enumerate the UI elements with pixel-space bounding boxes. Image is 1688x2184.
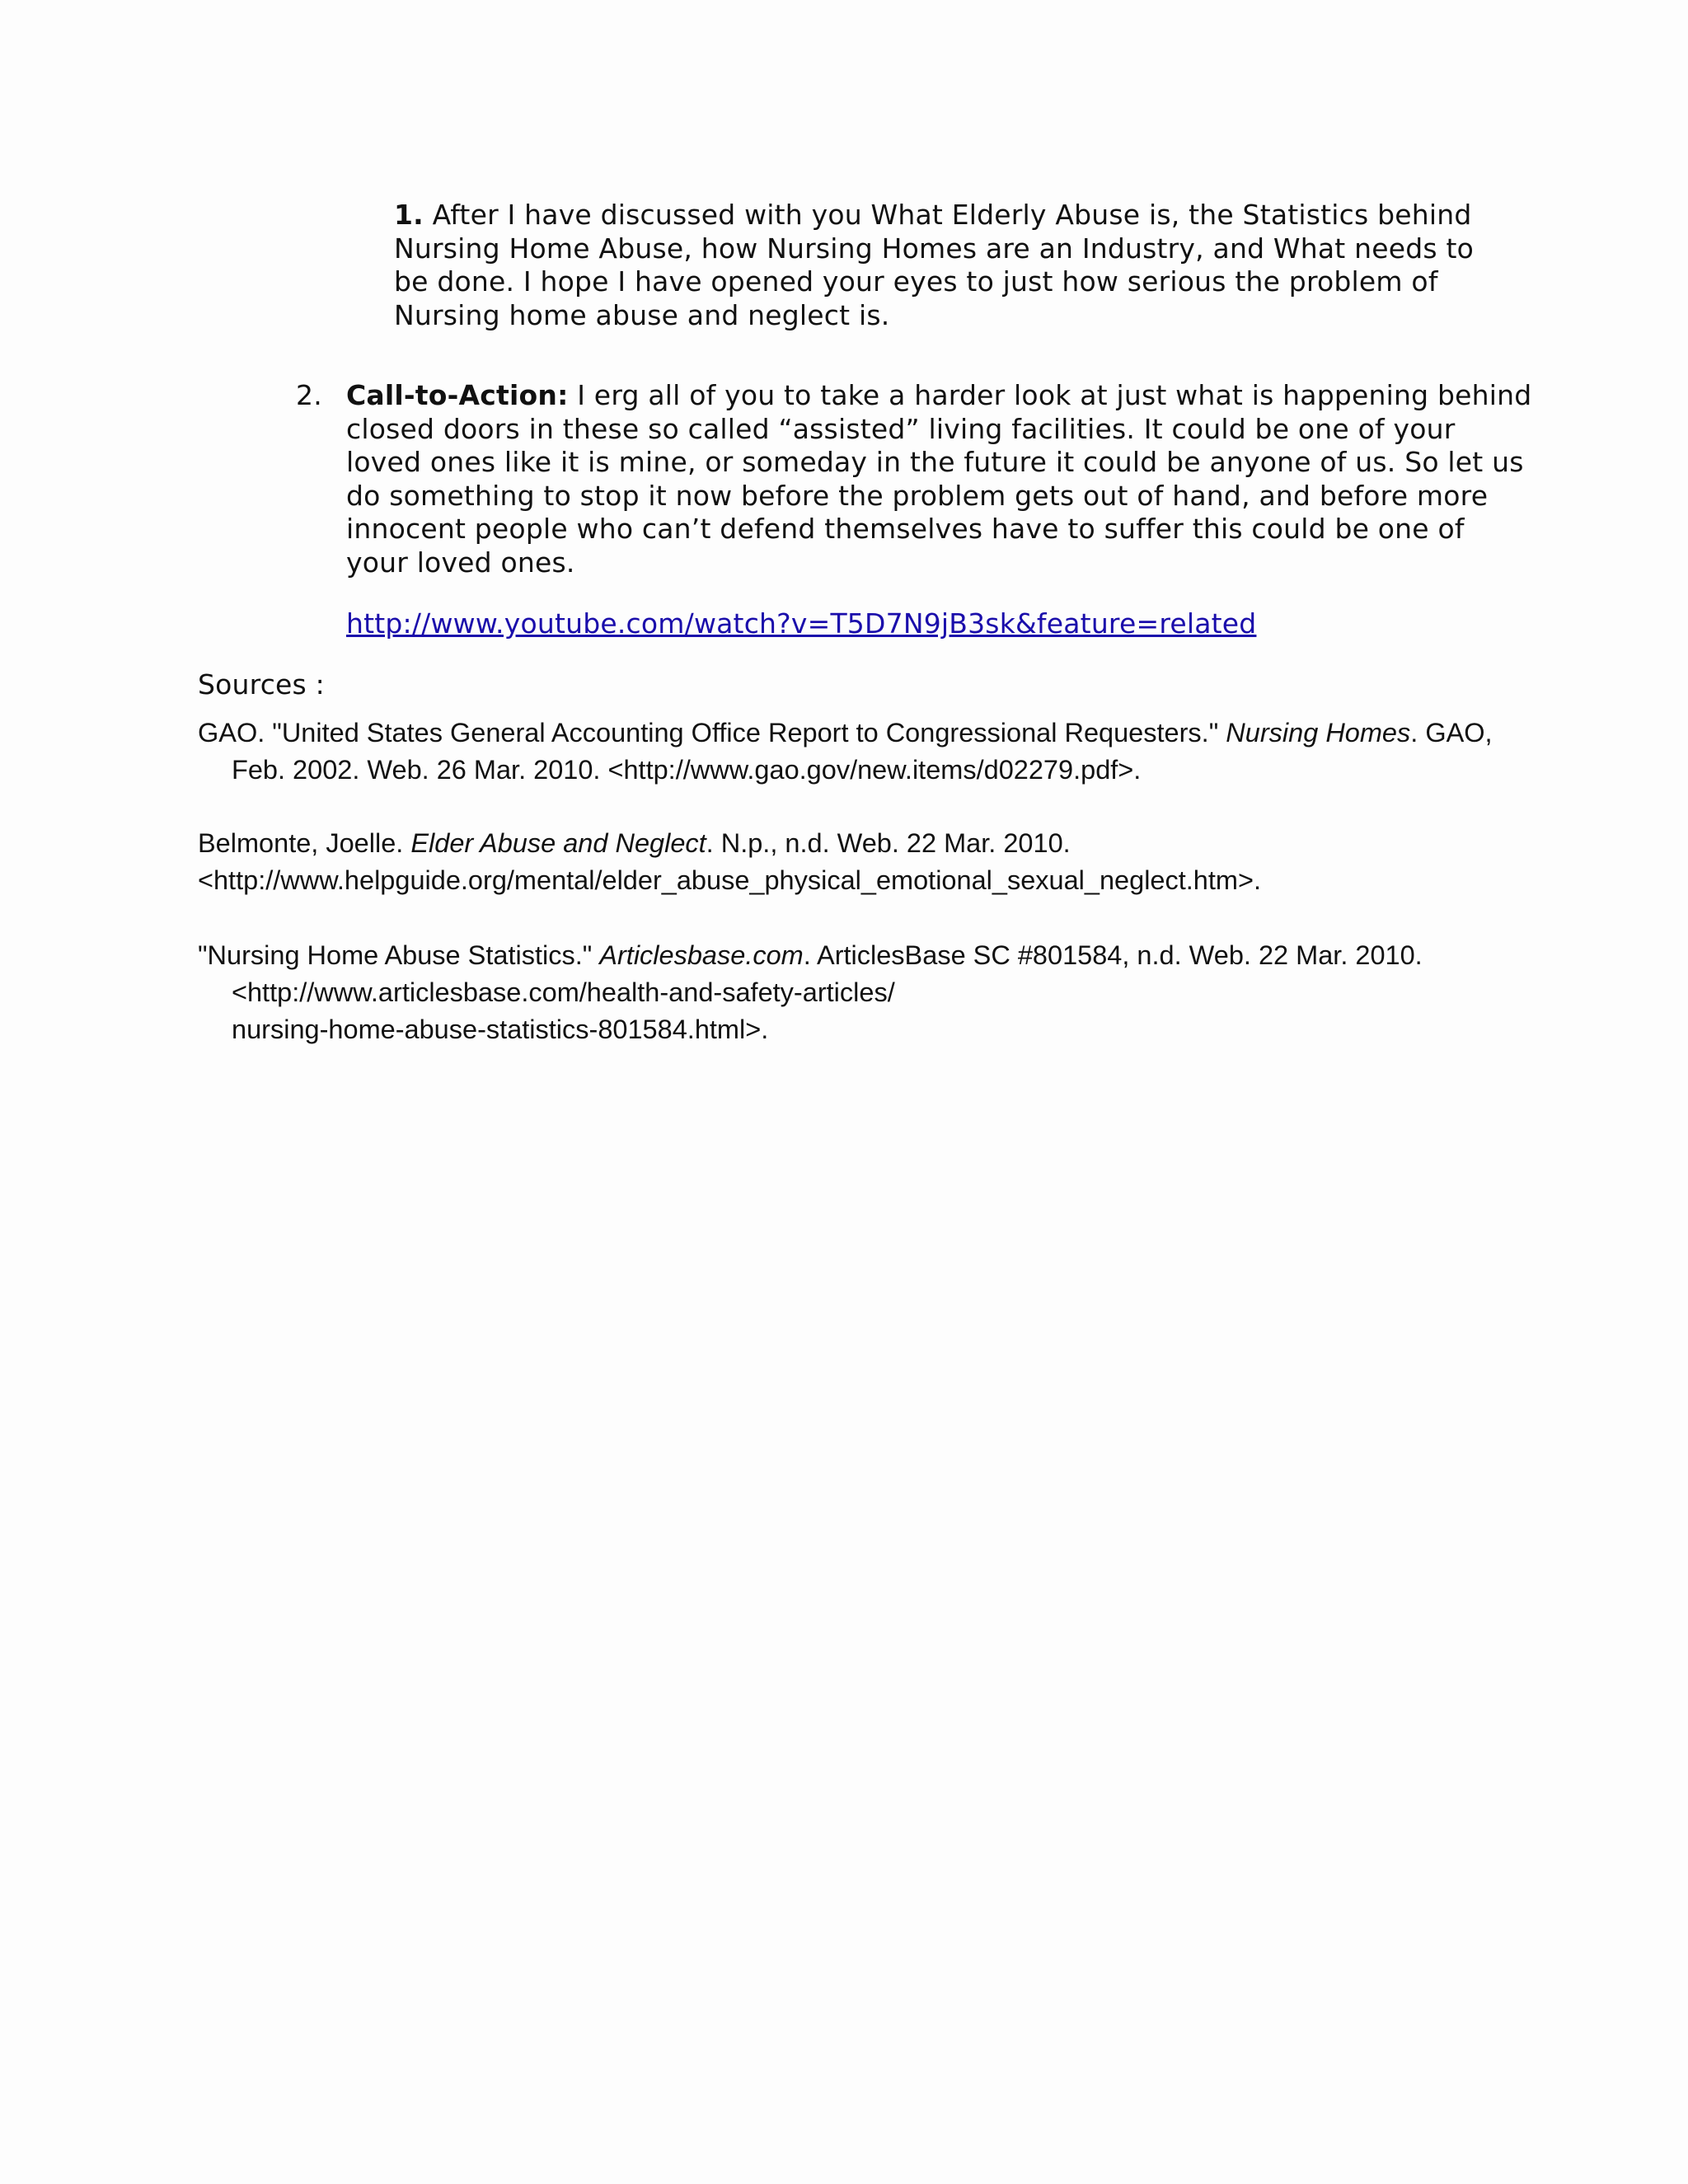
citation-text: . ArticlesBase SC #801584, n.d. Web. 22 Mar. 2010. bbox=[803, 940, 1423, 970]
paragraph-summary bbox=[394, 199, 1515, 332]
citation-line bbox=[198, 937, 1534, 974]
call-to-action-body bbox=[346, 379, 1533, 579]
citation-text: GAO. "United States General Accounting Office Report to Congressional Requesters." bbox=[198, 718, 1226, 748]
citation-articlesbase bbox=[198, 937, 1534, 1048]
citation-text: "Nursing Home Abuse Statistics." bbox=[198, 940, 600, 970]
citation-title: Elder Abuse and Neglect bbox=[410, 828, 706, 858]
call-to-action-text: I erg all of you to take a harder look at just what is happening behind closed doors in these so called “assisted” living facilities. It could be one of your loved ones like it is mine, or someday in the future it could be anyone of us. So let us do something to stop it now before the problem gets out of hand, and before more innocent people who can’t defend themselves have to suffer this could be one of your loved ones. bbox=[346, 379, 1532, 579]
citation-url: <http://www.articlesbase.com/health-and-safety-articles/ bbox=[232, 977, 895, 1007]
call-to-action-heading: Call-to-Action: bbox=[346, 379, 569, 411]
citation-belmonte bbox=[198, 825, 1500, 899]
youtube-link[interactable]: http://www.youtube.com/watch?v=T5D7N9jB3sk&feature=related bbox=[346, 607, 1257, 640]
citation-title: Articlesbase.com bbox=[599, 940, 804, 970]
citation-text: . GAO, Feb. 2002. Web. 26 Mar. 2010. <http://www.gao.gov/new.items/d02279.pdf>. bbox=[232, 718, 1493, 785]
paragraph-number: 1. bbox=[394, 199, 424, 231]
citation-gao bbox=[198, 715, 1534, 789]
citation-title: Nursing Homes bbox=[1226, 718, 1411, 748]
citation-url: <http://www.helpguide.org/mental/elder_abuse_physical_emotional_sexual_neglect.htm>. bbox=[198, 865, 1261, 895]
citation-url: nursing-home-abuse-statistics-801584.html>. bbox=[232, 1015, 769, 1044]
sources-heading: Sources : bbox=[198, 668, 325, 701]
citation-line bbox=[198, 825, 1500, 862]
citation-text: . N.p., n.d. Web. 22 Mar. 2010. bbox=[706, 828, 1071, 858]
citation-text: Belmonte, Joelle. bbox=[198, 828, 411, 858]
paragraph-text: After I have discussed with you What Elderly Abuse is, the Statistics behind Nursing Home Abuse, how Nursing Homes are an Industry, and What needs to be done. I hope I have opened your eyes to just how serious the problem of Nursing home abuse and neglect is. bbox=[394, 199, 1474, 331]
list-number: 2. bbox=[296, 379, 322, 411]
